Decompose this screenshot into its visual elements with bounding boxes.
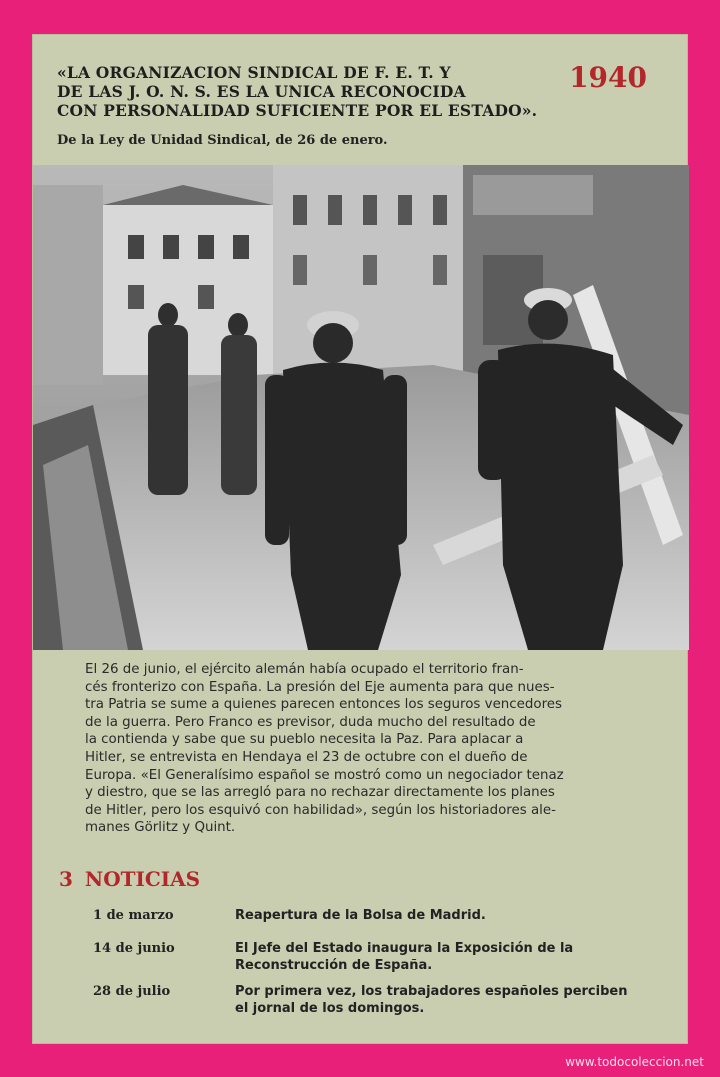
historical-photo [33,165,689,650]
watermark: www.todocoleccion.net [565,1055,704,1069]
noticias-number: 3 [59,867,73,891]
news-date: 14 de junio [93,941,175,956]
photo-illustration [33,165,689,650]
source-line: De la Ley de Unidad Sindical, de 26 de enero. [57,133,388,148]
body-line: manes Görlitz y Quint. [85,820,236,836]
quote-line: DE LAS J. O. N. S. ES LA UNICA RECONOCIDA [57,82,466,101]
news-date: 1 de marzo [93,908,174,923]
body-line: la contienda y sabe que su pueblo necesita la Paz. Para aplacar a [85,732,524,748]
news-text-line: Reconstrucción de España. [235,958,433,973]
news-text-line: Reapertura de la Bolsa de Madrid. [235,908,486,923]
news-text-line: El Jefe del Estado inaugura la Exposición de la [235,941,574,956]
news-text-line: el jornal de los domingos. [235,1001,425,1016]
news-text-line: Por primera vez, los trabajadores españoles perciben [235,984,628,999]
body-line: Europa. «El Generalísimo español se mostró como un negociador tenaz [85,767,564,783]
body-line: de Hitler, pero los esquivó con habilidad», según los historiadores ale- [85,802,556,818]
news-text [235,907,655,924]
news-date: 28 de julio [93,984,171,999]
body-line: y diestro, que se las arregló para no rechazar directamente los planes [85,785,555,801]
body-line: de la guerra. Pero Franco es previsor, duda mucho del resultado de [85,714,536,730]
body-line: Hitler, se entrevista en Hendaya el 23 de octubre con el dueño de [85,749,528,765]
header-quote [57,63,577,120]
body-paragraph [85,661,651,837]
body-line: tra Patria se sume a quienes parecen entonces los seguros vencedores [85,697,563,713]
body-line: El 26 de junio, el ejército alemán había ocupado el territorio fran- [85,662,524,677]
year-label: 1940 [569,61,647,94]
noticias-heading [59,867,200,891]
quote-line: CON PERSONALIDAD SUFICIENTE POR EL ESTADO». [57,101,538,120]
news-text [235,940,655,974]
body-line: cés fronterizo con España. La presión del Eje aumenta para que nues- [85,679,555,695]
noticias-title: NOTICIAS [84,867,201,891]
news-text [235,983,655,1017]
quote-line: «LA ORGANIZACION SINDICAL DE F. E. T. Y [57,63,451,82]
postcard [32,34,688,1044]
